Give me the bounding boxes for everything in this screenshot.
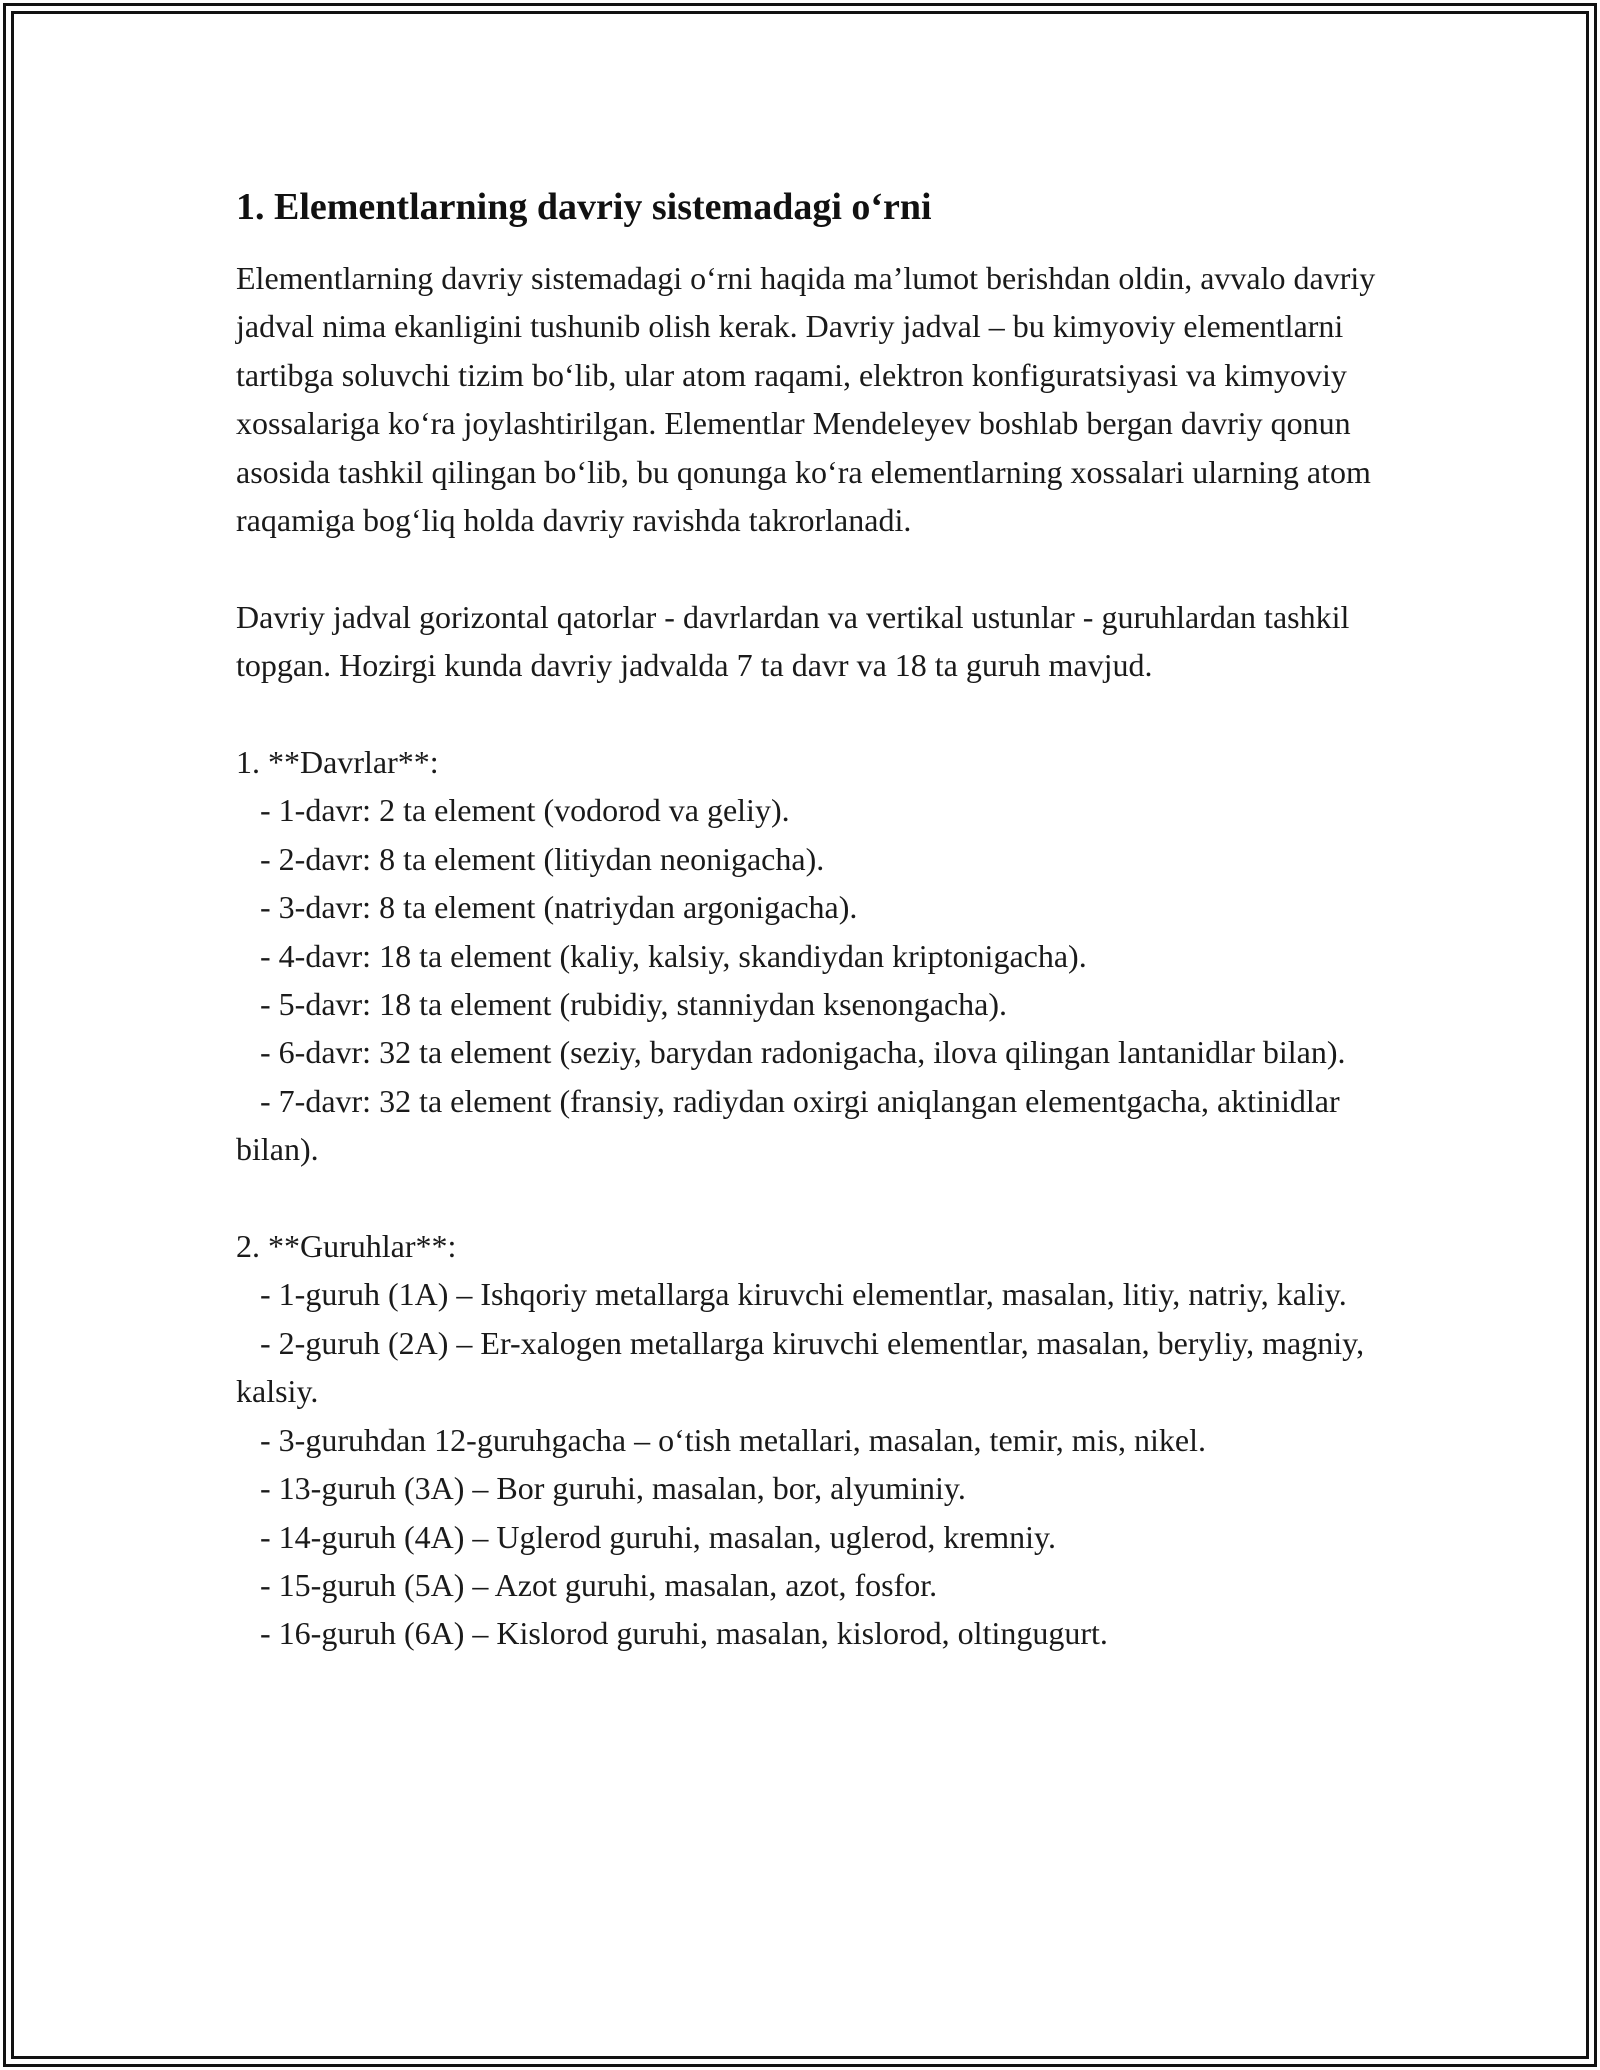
list-item: - 1-guruh (1A) – Ishqoriy metallarga kiruvchi elementlar, masalan, litiy, natriy, kaliy. <box>236 1276 1347 1313</box>
paragraph-spacer <box>236 1174 1376 1222</box>
list-item: - 6-davr: 32 ta element (seziy, barydan radonigacha, ilova qilingan lantanidlar bilan). <box>236 1034 1346 1071</box>
list-item: - 14-guruh (4A) – Uglerod guruhi, masalan, uglerod, kremniy. <box>236 1518 1056 1555</box>
structure-paragraph: Davriy jadval gorizontal qatorlar - davrlardan va vertikal ustunlar - guruhlardan tashkil topgan. Hozirgi kunda davriy jadvalda 7 ta davr va 18 ta guruh mavjud. <box>236 598 1350 684</box>
list-item: - 3-guruhdan 12-guruhgacha – o‘tish metallari, masalan, temir, mis, nikel. <box>236 1421 1207 1458</box>
list-item: - 13-guruh (3A) – Bor guruhi, masalan, bor, alyuminiy. <box>236 1470 966 1507</box>
groups-list <box>236 1222 1376 1658</box>
document-body <box>236 182 1376 1658</box>
list-item: - 2-guruh (2A) – Er-xalogen metallarga kiruvchi elementlar, masalan, beryliy, magniy, kalsiy. <box>236 1324 1373 1410</box>
paragraph-spacer <box>236 690 1376 738</box>
intro-paragraph: Elementlarning davriy sistemadagi o‘rni haqida ma’lumot berishdan oldin, avvalo davriy jadval nima ekanligini tushunib olish kerak. Davriy jadval – bu kimyoviy elementlarni tartibga soluvchi tizim bo‘lib, ular atom raqami, elektron konfiguratsiyasi va kimyoviy xossalariga ko‘ra joylashtirilgan. Elementlar Mendeleyev boshlab bergan davriy qonun asosida tashkil qilingan bo‘lib, bu qonunga ko‘ra elementlarning xossalari ularning atom raqamiga bog‘liq holda davriy ravishda takrorlanadi. <box>236 260 1376 539</box>
groups-list-title: 2. **Guruhlar**: <box>236 1228 457 1265</box>
periods-list-title: 1. **Davrlar**: <box>236 744 439 781</box>
list-item: - 2-davr: 8 ta element (litiydan neonigacha). <box>236 840 825 877</box>
list-item: - 7-davr: 32 ta element (fransiy, radiydan oxirgi aniqlangan elementgacha, aktinidlar bilan). <box>236 1082 1348 1168</box>
list-item: - 3-davr: 8 ta element (natriydan argonigacha). <box>236 889 858 926</box>
list-item: - 1-davr: 2 ta element (vodorod va geliy). <box>236 792 790 829</box>
list-item: - 4-davr: 18 ta element (kaliy, kalsiy, skandiydan kriptonigacha). <box>236 937 1087 974</box>
section-heading: 1. Elementlarning davriy sistemadagi o‘rni <box>236 186 932 228</box>
periods-list <box>236 738 1376 1174</box>
list-item: - 15-guruh (5A) – Azot guruhi, masalan, azot, fosfor. <box>236 1566 938 1603</box>
paragraph-spacer <box>236 544 1376 592</box>
list-item: - 16-guruh (6A) – Kislorod guruhi, masalan, kislorod, oltingugurt. <box>236 1615 1108 1652</box>
list-item: - 5-davr: 18 ta element (rubidiy, stanniydan ksenongacha). <box>236 986 1008 1023</box>
